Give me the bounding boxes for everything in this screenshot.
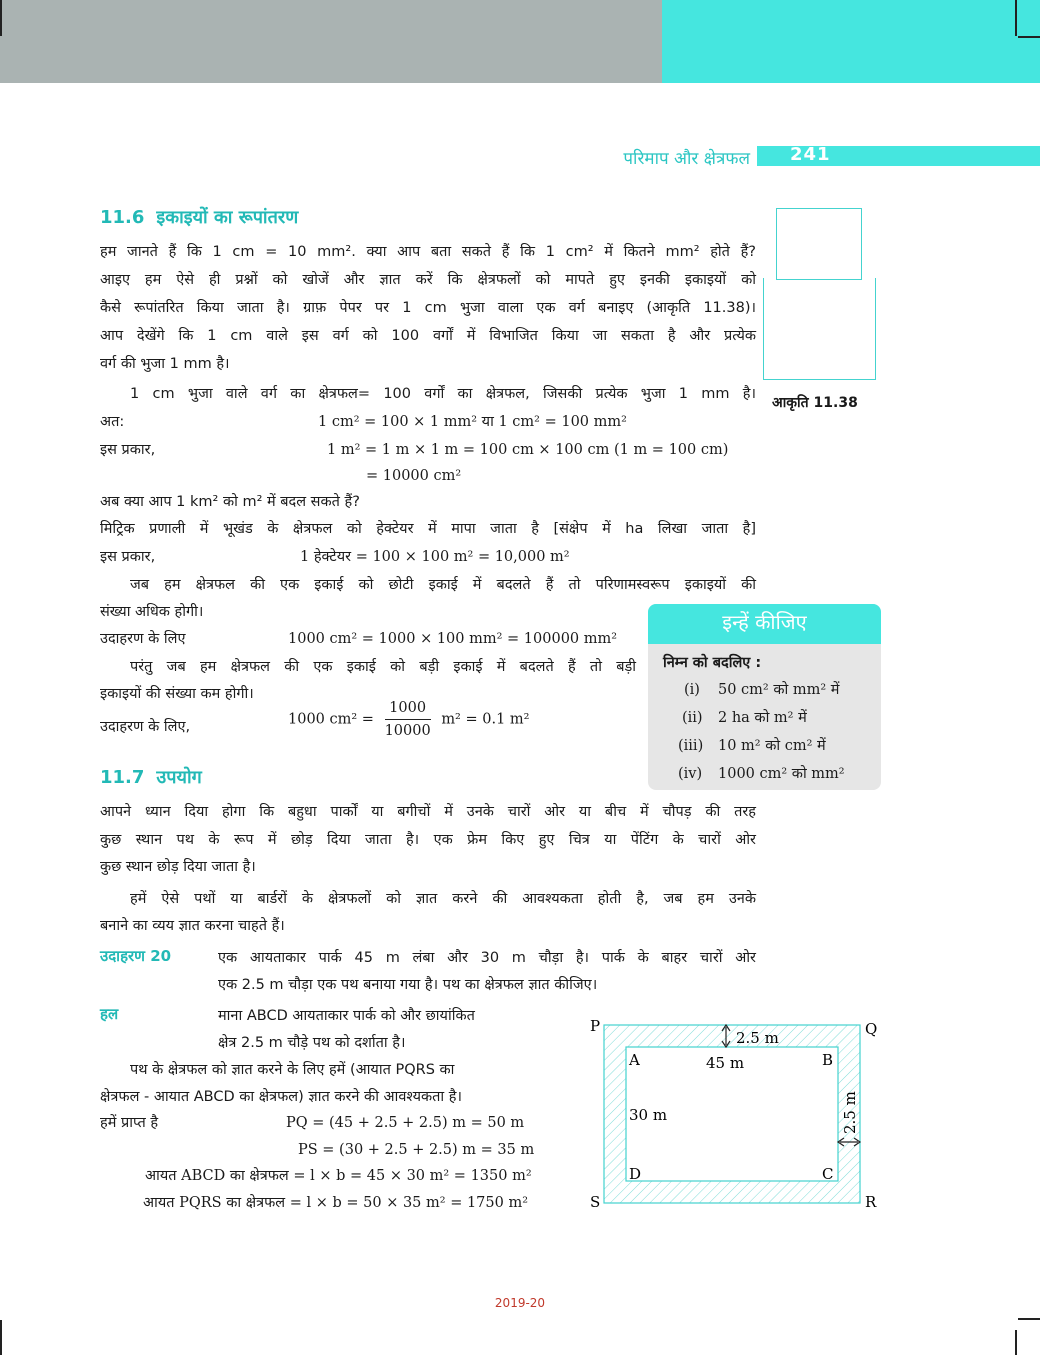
paragraph-line: कुछ स्थान छोड़ दिया जाता है। — [100, 859, 256, 875]
equation: 1 cm² = 100 × 1 mm² या 1 cm² = 100 mm² — [318, 414, 627, 430]
equation: PQ = (45 + 2.5 + 2.5) m = 50 m — [286, 1115, 525, 1131]
section-heading — [100, 765, 202, 789]
solution-line: पथ के क्षेत्रफल को ज्ञात करने के लिए हमें (आयात PQRS का — [130, 1062, 455, 1078]
section-number: 11.7 — [100, 767, 145, 788]
fraction — [385, 697, 431, 742]
label-side-width: 2.5 m — [841, 1091, 859, 1134]
header-band-gray — [0, 0, 662, 83]
figure-caption: आकृति 11.38 — [772, 395, 858, 411]
label-udaharan: उदाहरण के लिए — [100, 631, 186, 647]
section-title: उपयोग — [156, 767, 202, 788]
label-q: Q — [865, 1020, 878, 1038]
paragraph-line: परंतु जब हम क्षेत्रफल की एक इकाई को बड़ी इकाई में बदलते हैं तो बड़ी — [130, 659, 636, 675]
paragraph-line: हमें ऐसे पथों या बार्डरों के क्षेत्रफलों को ज्ञात करने की आवश्यकता होती है, जब हम उनके — [130, 891, 756, 907]
example-label: उदाहरण 20 — [100, 947, 172, 965]
fraction-equation — [288, 697, 529, 742]
label-a: A — [629, 1051, 640, 1069]
label-is-prakar: इस प्रकार, — [100, 549, 156, 565]
crop-mark — [0, 0, 2, 36]
label-length: 45 m — [706, 1054, 745, 1072]
paragraph-line: बनाने का व्यय ज्ञात करना चाहते हैं। — [100, 918, 285, 934]
crop-mark — [1015, 1330, 1017, 1355]
try-item-text: 50 cm² को mm² में — [718, 682, 840, 698]
section-title: इकाइयों का रूपांतरण — [156, 207, 299, 228]
figure-square — [776, 208, 862, 280]
figure-frame — [875, 278, 876, 379]
solution-line: हमें प्राप्त है — [100, 1115, 159, 1131]
label-is-prakar: इस प्रकार, — [100, 442, 156, 458]
paragraph-line: वर्ग की भुजा 1 mm है। — [100, 356, 230, 372]
solution-line: क्षेत्र 2.5 m चौड़े पथ को दर्शाता है। — [218, 1035, 406, 1051]
paragraph-line: आपने ध्यान दिया होगा कि बहुधा पार्कों या बगीचों में उनके चारों ओर या बीच में चौपड़ की तरह — [100, 804, 756, 820]
equation-lhs: 1000 cm² = — [288, 711, 374, 728]
label-d: D — [629, 1165, 642, 1183]
section-heading — [100, 205, 298, 229]
crop-mark — [1018, 36, 1040, 38]
question-line: अब क्या आप 1 km² को m² में बदल सकते हैं? — [100, 494, 360, 510]
example-line: एक 2.5 m चौड़ा एक पथ बनाया गया है। पथ का क्षेत्रफल ज्ञात कीजिए। — [218, 977, 598, 993]
equation: = 10000 cm² — [366, 468, 462, 484]
fraction-denominator: 10000 — [384, 723, 431, 739]
try-item-text: 1000 cm² को mm² — [718, 766, 845, 782]
section-number: 11.6 — [100, 207, 145, 228]
path-diagram — [585, 1010, 895, 1220]
crop-mark — [1018, 1318, 1040, 1320]
solution-line: क्षेत्रफल - आयात ABCD का क्षेत्रफल) ज्ञात करने की आवश्यकता है। — [100, 1089, 462, 1105]
page-number: 241 — [790, 144, 831, 165]
paragraph-line: संख्या अधिक होगी। — [100, 604, 204, 620]
crop-mark — [1015, 0, 1017, 36]
try-item-text: 10 m² को cm² में — [718, 738, 826, 754]
paragraph-line: 1 cm भुजा वाले वर्ग का क्षेत्रफल= 100 वर्गों का क्षेत्रफल, जिसकी प्रत्येक भुजा 1 mm है। — [130, 386, 756, 402]
label-breadth: 30 m — [629, 1106, 668, 1124]
try-item-num: (ii) — [682, 710, 703, 726]
crop-mark — [0, 1320, 2, 1355]
paragraph-line: आइए हम ऐसे ही प्रश्नों को खोजें और ज्ञात करें कि क्षेत्रफलों को मापते हुए इनकी इकाइयों को — [100, 272, 756, 288]
fraction-numerator: 1000 — [385, 697, 431, 720]
label-top-width: 2.5 m — [736, 1029, 779, 1047]
try-item-num: (iv) — [678, 766, 703, 782]
label-c: C — [822, 1165, 834, 1183]
label-udaharan: उदाहरण के लिए, — [100, 719, 191, 735]
solution-line: माना ABCD आयताकार पार्क को और छायांकित — [218, 1008, 475, 1024]
try-these-title: इन्हें कीजिए — [722, 610, 807, 634]
label-s: S — [590, 1193, 601, 1211]
header-band-cyan — [662, 0, 1040, 83]
equation: PS = (30 + 2.5 + 2.5) m = 35 m — [298, 1142, 535, 1158]
solution-label: हल — [100, 1005, 119, 1023]
equation: आयत PQRS का क्षेत्रफल = l × b = 50 × 35 m² = 1750 m² — [143, 1195, 529, 1211]
label-b: B — [822, 1051, 834, 1069]
equation-rhs: m² = 0.1 m² — [441, 711, 530, 728]
label-r: R — [865, 1193, 877, 1211]
example-line: एक आयताकार पार्क 45 m लंबा और 30 m चौड़ा है। पार्क के बाहर चारों ओर — [218, 950, 756, 966]
paragraph-line: आप देखेंगे कि 1 cm वाले इस वर्ग को 100 वर्गों में विभाजित किया जा सकता है और प्रत्येक — [100, 328, 756, 344]
try-item-num: (iii) — [678, 738, 704, 754]
running-header-title: परिमाप और क्षेत्रफल — [623, 149, 750, 169]
try-item-text: 2 ha को m² में — [718, 710, 807, 726]
paragraph-line: हम जानते हैं कि 1 cm = 10 mm². क्या आप बता सकते हैं कि 1 cm² में कितने mm² होते हैं? — [100, 244, 756, 260]
equation: 1 m² = 1 m × 1 m = 100 cm × 100 cm (1 m = 100 cm) — [327, 442, 729, 458]
paragraph-line: इकाइयों की संख्या कम होगी। — [100, 686, 254, 702]
footer-year: 2019-20 — [494, 1296, 546, 1310]
equation: आयत ABCD का क्षेत्रफल = l × b = 45 × 30 m² = 1350 m² — [145, 1168, 532, 1184]
try-item-num: (i) — [684, 682, 700, 698]
paragraph-line: जब हम क्षेत्रफल की एक इकाई को छोटी इकाई में बदलते हैं तो परिणामस्वरूप इकाइयों की — [130, 577, 756, 593]
label-atah: अत: — [100, 414, 125, 430]
equation: 1000 cm² = 1000 × 100 mm² = 100000 mm² — [288, 631, 618, 647]
paragraph-line: कुछ स्थान पथ के रूप में छोड़ दिया जाता है। एक फ्रेम किए हुए चित्र या पेंटिंग के चारों ओर — [100, 832, 756, 848]
figure-frame — [763, 278, 764, 379]
label-p: P — [590, 1017, 601, 1035]
figure-frame — [763, 379, 876, 380]
paragraph-line: कैसे रूपांतरित किया जाता है। ग्राफ़ पेपर पर 1 cm भुजा वाला एक वर्ग बनाइए (आकृति 11.38)। — [100, 300, 756, 316]
try-these-intro: निम्न को बदलिए : — [663, 655, 762, 671]
equation: 1 हेक्टेयर = 100 × 100 m² = 10,000 m² — [300, 549, 570, 565]
paragraph-line: मिट्रिक प्रणाली में भूखंड के क्षेत्रफल को हेक्टेयर में मापा जाता है [संक्षेप में ha लिखा जाता है] — [100, 521, 756, 537]
